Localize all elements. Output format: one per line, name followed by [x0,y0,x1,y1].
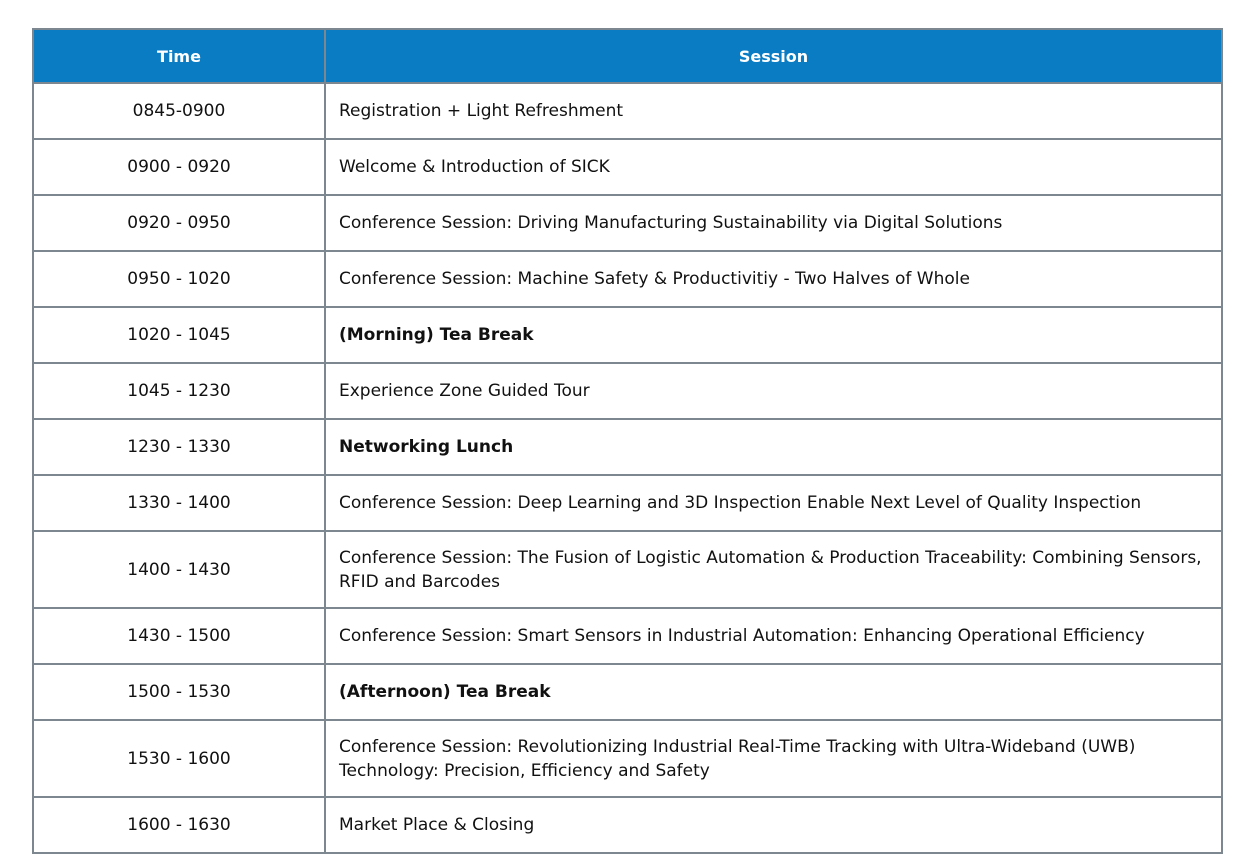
session-cell: Conference Session: Machine Safety & Productivitiy - Two Halves of Whole [325,251,1222,307]
time-cell: 1230 - 1330 [33,419,325,475]
session-cell: (Afternoon) Tea Break [325,664,1222,720]
table-row [33,195,1222,251]
table-body [33,83,1222,853]
session-cell: Conference Session: Deep Learning and 3D Inspection Enable Next Level of Quality Inspection [325,475,1222,531]
table-row [33,720,1222,797]
table-row [33,664,1222,720]
time-cell: 1400 - 1430 [33,531,325,608]
time-cell: 0920 - 0950 [33,195,325,251]
session-cell: Conference Session: The Fusion of Logistic Automation & Production Traceability: Combining Sensors, RFID and Barcodes [325,531,1222,608]
session-cell: Welcome & Introduction of SICK [325,139,1222,195]
session-cell: Market Place & Closing [325,797,1222,853]
time-cell: 1600 - 1630 [33,797,325,853]
table-row [33,797,1222,853]
time-cell: 0950 - 1020 [33,251,325,307]
time-cell: 1430 - 1500 [33,608,325,664]
table-row [33,139,1222,195]
session-cell: Conference Session: Driving Manufacturing Sustainability via Digital Solutions [325,195,1222,251]
table-row [33,251,1222,307]
time-cell: 0845-0900 [33,83,325,139]
time-cell: 1500 - 1530 [33,664,325,720]
table-row [33,531,1222,608]
time-cell: 1020 - 1045 [33,307,325,363]
table-header [33,29,1222,83]
session-cell: Registration + Light Refreshment [325,83,1222,139]
session-cell: Conference Session: Revolutionizing Industrial Real-Time Tracking with Ultra-Wideband (UWB) Technology: Precision, Efficiency and Safety [325,720,1222,797]
session-column-header: Session [325,29,1222,83]
schedule-table [32,28,1223,854]
session-cell: Networking Lunch [325,419,1222,475]
time-cell: 0900 - 0920 [33,139,325,195]
session-cell: Conference Session: Smart Sensors in Industrial Automation: Enhancing Operational Efficiency [325,608,1222,664]
time-cell: 1530 - 1600 [33,720,325,797]
header-row [33,29,1222,83]
session-cell: (Morning) Tea Break [325,307,1222,363]
table-row [33,307,1222,363]
table-row [33,363,1222,419]
session-cell: Experience Zone Guided Tour [325,363,1222,419]
table-row [33,419,1222,475]
table-row [33,475,1222,531]
time-cell: 1330 - 1400 [33,475,325,531]
table-row [33,608,1222,664]
time-cell: 1045 - 1230 [33,363,325,419]
time-column-header: Time [33,29,325,83]
table-row [33,83,1222,139]
